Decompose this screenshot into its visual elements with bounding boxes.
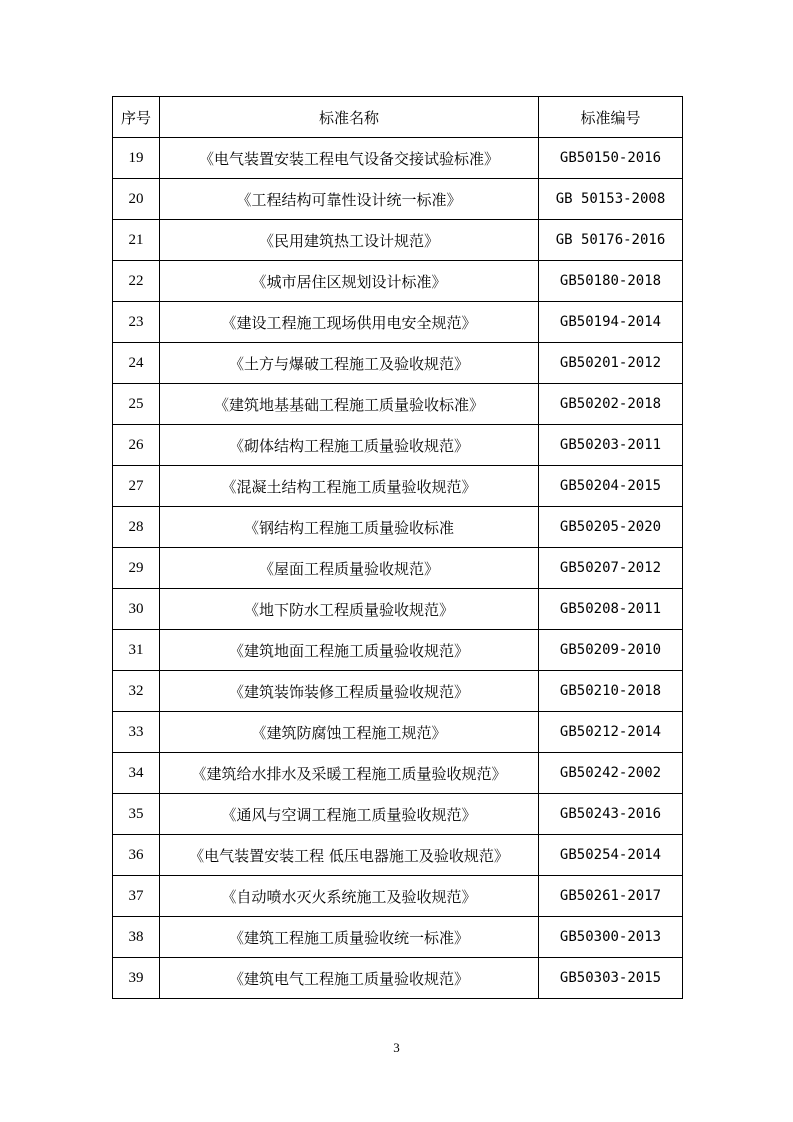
row-index: 23 xyxy=(113,302,160,343)
table-row xyxy=(113,917,683,958)
table-row xyxy=(113,302,683,343)
table-row xyxy=(113,712,683,753)
table-header-row xyxy=(113,97,683,138)
row-index: 27 xyxy=(113,466,160,507)
row-code: GB50243-2016 xyxy=(539,794,683,835)
row-index: 19 xyxy=(113,138,160,179)
row-code: GB50209-2010 xyxy=(539,630,683,671)
row-index: 31 xyxy=(113,630,160,671)
table-body xyxy=(113,138,683,999)
row-index: 28 xyxy=(113,507,160,548)
row-code: GB50261-2017 xyxy=(539,876,683,917)
table-row xyxy=(113,507,683,548)
row-index: 24 xyxy=(113,343,160,384)
row-code: GB50208-2011 xyxy=(539,589,683,630)
row-name: 《建筑地面工程施工质量验收规范》 xyxy=(160,630,539,671)
table-row xyxy=(113,425,683,466)
table-row xyxy=(113,958,683,999)
table-row xyxy=(113,138,683,179)
row-name: 《建设工程施工现场供用电安全规范》 xyxy=(160,302,539,343)
row-index: 22 xyxy=(113,261,160,302)
header-index: 序号 xyxy=(113,97,160,138)
row-name: 《地下防水工程质量验收规范》 xyxy=(160,589,539,630)
row-code: GB50212-2014 xyxy=(539,712,683,753)
row-code: GB50204-2015 xyxy=(539,466,683,507)
row-name: 《建筑电气工程施工质量验收规范》 xyxy=(160,958,539,999)
table-row xyxy=(113,753,683,794)
row-index: 21 xyxy=(113,220,160,261)
row-code: GB 50153-2008 xyxy=(539,179,683,220)
row-index: 32 xyxy=(113,671,160,712)
row-name: 《建筑工程施工质量验收统一标准》 xyxy=(160,917,539,958)
table-row xyxy=(113,466,683,507)
row-name: 《城市居住区规划设计标准》 xyxy=(160,261,539,302)
row-index: 36 xyxy=(113,835,160,876)
table-row xyxy=(113,548,683,589)
row-code: GB50203-2011 xyxy=(539,425,683,466)
row-name: 《屋面工程质量验收规范》 xyxy=(160,548,539,589)
page-number: 3 xyxy=(393,1040,400,1055)
row-code: GB50303-2015 xyxy=(539,958,683,999)
row-code: GB50207-2012 xyxy=(539,548,683,589)
row-name: 《通风与空调工程施工质量验收规范》 xyxy=(160,794,539,835)
table-row xyxy=(113,794,683,835)
row-code: GB50254-2014 xyxy=(539,835,683,876)
row-name: 《工程结构可靠性设计统一标准》 xyxy=(160,179,539,220)
row-index: 37 xyxy=(113,876,160,917)
row-name: 《建筑给水排水及采暖工程施工质量验收规范》 xyxy=(160,753,539,794)
row-code: GB50205-2020 xyxy=(539,507,683,548)
table-row xyxy=(113,589,683,630)
row-name: 《钢结构工程施工质量验收标准 xyxy=(160,507,539,548)
row-index: 33 xyxy=(113,712,160,753)
row-code: GB50150-2016 xyxy=(539,138,683,179)
row-name: 《民用建筑热工设计规范》 xyxy=(160,220,539,261)
table-row xyxy=(113,671,683,712)
table-row xyxy=(113,876,683,917)
row-index: 35 xyxy=(113,794,160,835)
row-code: GB50194-2014 xyxy=(539,302,683,343)
row-code: GB50202-2018 xyxy=(539,384,683,425)
row-name: 《砌体结构工程施工质量验收规范》 xyxy=(160,425,539,466)
row-code: GB50300-2013 xyxy=(539,917,683,958)
row-name: 《混凝土结构工程施工质量验收规范》 xyxy=(160,466,539,507)
row-name: 《土方与爆破工程施工及验收规范》 xyxy=(160,343,539,384)
row-name: 《自动喷水灭火系统施工及验收规范》 xyxy=(160,876,539,917)
row-code: GB50210-2018 xyxy=(539,671,683,712)
row-index: 34 xyxy=(113,753,160,794)
row-code: GB50242-2002 xyxy=(539,753,683,794)
row-index: 26 xyxy=(113,425,160,466)
row-name: 《电气装置安装工程 低压电器施工及验收规范》 xyxy=(160,835,539,876)
table-row xyxy=(113,261,683,302)
row-name: 《建筑防腐蚀工程施工规范》 xyxy=(160,712,539,753)
row-name: 《电气装置安装工程电气设备交接试验标准》 xyxy=(160,138,539,179)
row-index: 25 xyxy=(113,384,160,425)
row-name: 《建筑地基基础工程施工质量验收标准》 xyxy=(160,384,539,425)
table-row xyxy=(113,384,683,425)
row-code: GB50180-2018 xyxy=(539,261,683,302)
row-name: 《建筑装饰装修工程质量验收规范》 xyxy=(160,671,539,712)
table-row xyxy=(113,343,683,384)
row-index: 30 xyxy=(113,589,160,630)
table-row xyxy=(113,630,683,671)
row-index: 20 xyxy=(113,179,160,220)
table-row xyxy=(113,179,683,220)
header-code: 标准编号 xyxy=(539,97,683,138)
row-index: 39 xyxy=(113,958,160,999)
header-name: 标准名称 xyxy=(160,97,539,138)
row-code: GB 50176-2016 xyxy=(539,220,683,261)
row-index: 38 xyxy=(113,917,160,958)
row-index: 29 xyxy=(113,548,160,589)
table-row xyxy=(113,220,683,261)
standards-table xyxy=(112,96,683,999)
table-row xyxy=(113,835,683,876)
row-code: GB50201-2012 xyxy=(539,343,683,384)
